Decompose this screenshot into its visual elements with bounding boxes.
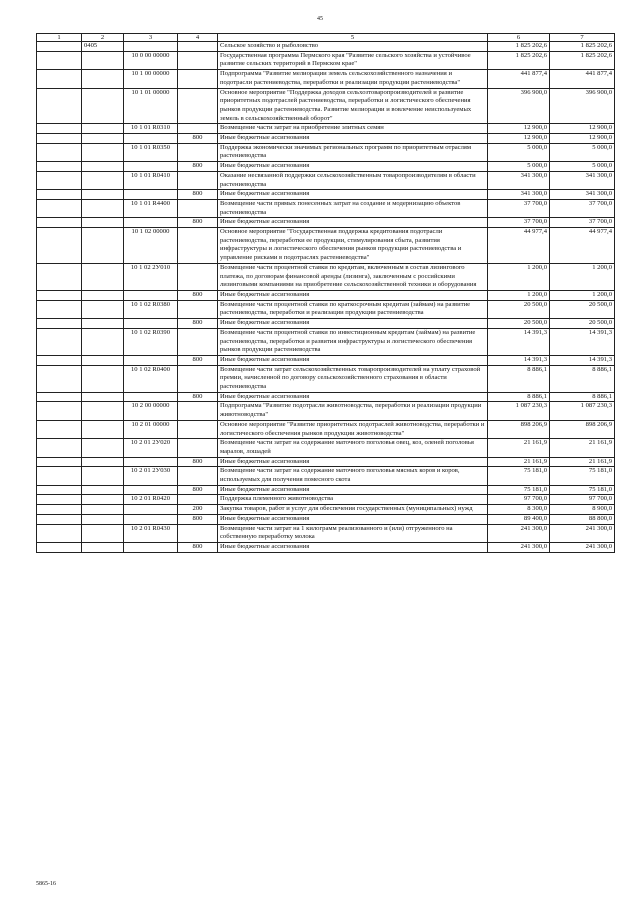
header-cell: 6 <box>488 34 550 42</box>
table-row <box>37 355 615 365</box>
section-code-cell <box>82 124 124 134</box>
table-row <box>37 365 615 392</box>
description-cell: Возмещение части процентной ставки по кредитам, включенным в состав лизингового платежа, по договорам финансовой аренды (лизинга), заключенным с российскими лизинговыми компаниями на приобретение сельскохозяйственной техники и оборудования <box>218 263 488 290</box>
expense-type-cell <box>178 263 218 290</box>
description-cell: Сельское хозяйство и рыболовство <box>218 42 488 52</box>
col1-cell <box>37 190 82 200</box>
section-code-cell <box>82 171 124 189</box>
amount-2018-cell: 241 300,0 <box>550 524 615 542</box>
amount-2018-cell: 5 000,0 <box>550 143 615 161</box>
description-cell: Возмещение части затрат на приобретение элитных семян <box>218 124 488 134</box>
section-code-cell <box>82 199 124 217</box>
table-row <box>37 420 615 438</box>
target-article-cell <box>124 485 178 495</box>
expense-type-cell <box>178 124 218 134</box>
amount-2018-cell: 1 825 202,6 <box>550 42 615 52</box>
amount-2018-cell: 241 300,0 <box>550 542 615 552</box>
section-code-cell <box>82 319 124 329</box>
target-article-cell: 10 1 02 R0380 <box>124 300 178 318</box>
target-article-cell: 10 1 00 00000 <box>124 70 178 88</box>
expense-type-cell <box>178 495 218 505</box>
amount-2017-cell: 441 877,4 <box>488 70 550 88</box>
description-cell: Иные бюджетные ассигнования <box>218 542 488 552</box>
target-article-cell <box>124 190 178 200</box>
section-code-cell <box>82 495 124 505</box>
col1-cell <box>37 290 82 300</box>
target-article-cell: 10 1 01 R0410 <box>124 171 178 189</box>
amount-2018-cell: 1 200,0 <box>550 263 615 290</box>
target-article-cell <box>124 505 178 515</box>
section-code-cell <box>82 524 124 542</box>
amount-2017-cell: 21 161,9 <box>488 457 550 467</box>
amount-2018-cell: 8 886,1 <box>550 392 615 402</box>
footer-code: 5865-16 <box>36 881 56 887</box>
amount-2017-cell: 75 181,0 <box>488 485 550 495</box>
amount-2018-cell: 341 300,0 <box>550 171 615 189</box>
amount-2018-cell: 441 877,4 <box>550 70 615 88</box>
amount-2018-cell: 12 900,0 <box>550 124 615 134</box>
expense-type-cell: 800 <box>178 290 218 300</box>
header-cell: 2 <box>82 34 124 42</box>
amount-2017-cell: 8 886,1 <box>488 392 550 402</box>
description-cell: Возмещение части процентной ставки по краткосрочным кредитам (займам) на развитие растениеводства, переработки и реализации продукции растениеводства <box>218 300 488 318</box>
table-row <box>37 199 615 217</box>
table-row <box>37 228 615 264</box>
expense-type-cell <box>178 365 218 392</box>
section-code-cell <box>82 190 124 200</box>
table-row <box>37 162 615 172</box>
amount-2018-cell: 44 977,4 <box>550 228 615 264</box>
table-row <box>37 143 615 161</box>
amount-2017-cell: 341 300,0 <box>488 190 550 200</box>
col1-cell <box>37 124 82 134</box>
table-row <box>37 70 615 88</box>
table-row <box>37 134 615 144</box>
target-article-cell: 10 1 01 R4400 <box>124 199 178 217</box>
expense-type-cell <box>178 328 218 355</box>
target-article-cell <box>124 319 178 329</box>
header-cell: 4 <box>178 34 218 42</box>
expense-type-cell: 800 <box>178 485 218 495</box>
target-article-cell <box>124 514 178 524</box>
table-row <box>37 328 615 355</box>
col1-cell <box>37 542 82 552</box>
table-row <box>37 319 615 329</box>
target-article-cell <box>124 355 178 365</box>
table-row <box>37 505 615 515</box>
expense-type-cell <box>178 420 218 438</box>
amount-2018-cell: 5 000,0 <box>550 162 615 172</box>
col1-cell <box>37 143 82 161</box>
section-code-cell <box>82 542 124 552</box>
target-article-cell <box>124 134 178 144</box>
expense-type-cell: 800 <box>178 457 218 467</box>
col1-cell <box>37 51 82 69</box>
amount-2018-cell: 341 300,0 <box>550 190 615 200</box>
description-cell: Государственная программа Пермского края "Развитие сельского хозяйства и устойчивое развитие сельских территорий в Пермском крае" <box>218 51 488 69</box>
col1-cell <box>37 42 82 52</box>
section-code-cell <box>82 51 124 69</box>
target-article-cell <box>124 42 178 52</box>
col1-cell <box>37 505 82 515</box>
expense-type-cell <box>178 300 218 318</box>
budget-table <box>36 33 615 553</box>
amount-2018-cell: 8 886,1 <box>550 365 615 392</box>
col1-cell <box>37 171 82 189</box>
target-article-cell: 10 0 00 00000 <box>124 51 178 69</box>
expense-type-cell: 800 <box>178 190 218 200</box>
section-code-cell <box>82 70 124 88</box>
col1-cell <box>37 319 82 329</box>
table-row <box>37 290 615 300</box>
section-code-cell <box>82 218 124 228</box>
section-code-cell <box>82 485 124 495</box>
amount-2018-cell: 14 391,3 <box>550 328 615 355</box>
table-row <box>37 495 615 505</box>
header-cell: 7 <box>550 34 615 42</box>
expense-type-cell <box>178 439 218 457</box>
amount-2018-cell: 8 900,0 <box>550 505 615 515</box>
header-row <box>37 34 615 42</box>
section-code-cell: 0405 <box>82 42 124 52</box>
table-row <box>37 88 615 124</box>
amount-2017-cell: 241 300,0 <box>488 542 550 552</box>
expense-type-cell: 800 <box>178 218 218 228</box>
description-cell: Иные бюджетные ассигнования <box>218 162 488 172</box>
target-article-cell <box>124 392 178 402</box>
target-article-cell: 10 1 01 00000 <box>124 88 178 124</box>
amount-2017-cell: 12 900,0 <box>488 124 550 134</box>
target-article-cell: 10 1 02 R0390 <box>124 328 178 355</box>
table-row <box>37 263 615 290</box>
col1-cell <box>37 355 82 365</box>
table-row <box>37 542 615 552</box>
col1-cell <box>37 199 82 217</box>
table-row <box>37 524 615 542</box>
amount-2017-cell: 1 825 202,6 <box>488 42 550 52</box>
section-code-cell <box>82 457 124 467</box>
target-article-cell: 10 2 00 00000 <box>124 402 178 420</box>
target-article-cell: 10 2 01 R0420 <box>124 495 178 505</box>
expense-type-cell <box>178 70 218 88</box>
table-row <box>37 124 615 134</box>
description-cell: Основное мероприятие "Развитие приоритетных подотраслей животноводства, переработки и логистического обеспечения рынков продукции животноводства" <box>218 420 488 438</box>
col1-cell <box>37 70 82 88</box>
description-cell: Иные бюджетные ассигнования <box>218 514 488 524</box>
amount-2017-cell: 396 900,0 <box>488 88 550 124</box>
amount-2017-cell: 8 886,1 <box>488 365 550 392</box>
page-number: 45 <box>317 16 323 22</box>
col1-cell <box>37 439 82 457</box>
amount-2017-cell: 5 000,0 <box>488 143 550 161</box>
amount-2018-cell: 21 161,9 <box>550 439 615 457</box>
section-code-cell <box>82 88 124 124</box>
description-cell: Возмещение части затрат сельскохозяйственных товаропроизводителей на уплату страховой премии, начисленной по договору сельскохозяйственного страхования в области растениеводства <box>218 365 488 392</box>
col1-cell <box>37 263 82 290</box>
description-cell: Возмещение части затрат на 1 килограмм реализованного и (или) отгруженного на собственную переработку молока <box>218 524 488 542</box>
section-code-cell <box>82 420 124 438</box>
description-cell: Иные бюджетные ассигнования <box>218 392 488 402</box>
section-code-cell <box>82 392 124 402</box>
description-cell: Оказание несвязанной поддержки сельскохозяйственным товаропроизводителям в области растениеводства <box>218 171 488 189</box>
amount-2017-cell: 44 977,4 <box>488 228 550 264</box>
section-code-cell <box>82 402 124 420</box>
col1-cell <box>37 457 82 467</box>
table-row <box>37 51 615 69</box>
amount-2017-cell: 8 300,0 <box>488 505 550 515</box>
target-article-cell <box>124 542 178 552</box>
amount-2018-cell: 20 500,0 <box>550 300 615 318</box>
amount-2017-cell: 20 500,0 <box>488 319 550 329</box>
expense-type-cell <box>178 143 218 161</box>
col1-cell <box>37 134 82 144</box>
target-article-cell <box>124 290 178 300</box>
amount-2018-cell: 12 900,0 <box>550 134 615 144</box>
section-code-cell <box>82 365 124 392</box>
amount-2017-cell: 75 181,0 <box>488 467 550 485</box>
col1-cell <box>37 88 82 124</box>
amount-2018-cell: 88 800,0 <box>550 514 615 524</box>
header-cell: 5 <box>218 34 488 42</box>
amount-2017-cell: 1 200,0 <box>488 290 550 300</box>
header-cell: 1 <box>37 34 82 42</box>
section-code-cell <box>82 355 124 365</box>
section-code-cell <box>82 505 124 515</box>
section-code-cell <box>82 439 124 457</box>
description-cell: Закупка товаров, работ и услуг для обеспечения государственных (муниципальных) нужд <box>218 505 488 515</box>
expense-type-cell <box>178 199 218 217</box>
section-code-cell <box>82 143 124 161</box>
target-article-cell <box>124 457 178 467</box>
description-cell: Возмещение части прямых понесенных затрат на создание и модернизацию объектов растениеводства <box>218 199 488 217</box>
expense-type-cell <box>178 88 218 124</box>
table-row <box>37 190 615 200</box>
col1-cell <box>37 495 82 505</box>
table-row <box>37 392 615 402</box>
table-row <box>37 171 615 189</box>
target-article-cell: 10 1 02 R0400 <box>124 365 178 392</box>
table-row <box>37 514 615 524</box>
description-cell: Подпрограмма "Развитие мелиорации земель сельскохозяйственного назначения и подотрасли растениеводства, переработки и реализации продукции растениеводства" <box>218 70 488 88</box>
col1-cell <box>37 467 82 485</box>
expense-type-cell: 800 <box>178 319 218 329</box>
amount-2017-cell: 14 391,3 <box>488 355 550 365</box>
col1-cell <box>37 228 82 264</box>
expense-type-cell <box>178 228 218 264</box>
description-cell: Поддержка племенного животноводства <box>218 495 488 505</box>
section-code-cell <box>82 290 124 300</box>
description-cell: Иные бюджетные ассигнования <box>218 190 488 200</box>
table-row <box>37 300 615 318</box>
amount-2018-cell: 396 900,0 <box>550 88 615 124</box>
amount-2017-cell: 14 391,3 <box>488 328 550 355</box>
description-cell: Поддержка экономически значимых региональных программ по приоритетным отраслям растениеводства <box>218 143 488 161</box>
expense-type-cell: 200 <box>178 505 218 515</box>
col1-cell <box>37 300 82 318</box>
table-row <box>37 439 615 457</box>
description-cell: Основное мероприятие "Государственная поддержка кредитования подотрасли растениеводства, переработки ее продукции, стимулирования сбыта, развития инфраструктуры и логистического обеспечения рынков продукции растениеводства и управление рисками в подотраслях растениеводства" <box>218 228 488 264</box>
amount-2017-cell: 1 200,0 <box>488 263 550 290</box>
section-code-cell <box>82 300 124 318</box>
amount-2017-cell: 12 900,0 <box>488 134 550 144</box>
expense-type-cell: 800 <box>178 542 218 552</box>
section-code-cell <box>82 328 124 355</box>
col1-cell <box>37 514 82 524</box>
expense-type-cell <box>178 467 218 485</box>
amount-2018-cell: 898 206,9 <box>550 420 615 438</box>
amount-2017-cell: 89 400,0 <box>488 514 550 524</box>
target-article-cell: 10 1 01 R0310 <box>124 124 178 134</box>
amount-2018-cell: 14 391,3 <box>550 355 615 365</box>
amount-2017-cell: 1 825 202,6 <box>488 51 550 69</box>
table-row <box>37 402 615 420</box>
description-cell: Иные бюджетные ассигнования <box>218 355 488 365</box>
section-code-cell <box>82 134 124 144</box>
amount-2017-cell: 37 700,0 <box>488 199 550 217</box>
description-cell: Иные бюджетные ассигнования <box>218 134 488 144</box>
target-article-cell: 10 2 01 2У020 <box>124 439 178 457</box>
expense-type-cell <box>178 51 218 69</box>
description-cell: Возмещение части процентной ставки по инвестиционным кредитам (займам) на развитие растениеводства, переработки и развития инфраструктуры и логистического обеспечения рынков продукции растениеводства <box>218 328 488 355</box>
target-article-cell: 10 2 01 00000 <box>124 420 178 438</box>
expense-type-cell <box>178 171 218 189</box>
col1-cell <box>37 524 82 542</box>
target-article-cell: 10 1 02 2У010 <box>124 263 178 290</box>
col1-cell <box>37 365 82 392</box>
table-row <box>37 42 615 52</box>
amount-2017-cell: 341 300,0 <box>488 171 550 189</box>
col1-cell <box>37 218 82 228</box>
col1-cell <box>37 162 82 172</box>
section-code-cell <box>82 467 124 485</box>
expense-type-cell <box>178 402 218 420</box>
amount-2017-cell: 97 700,0 <box>488 495 550 505</box>
description-cell: Иные бюджетные ассигнования <box>218 218 488 228</box>
table-row <box>37 457 615 467</box>
expense-type-cell: 800 <box>178 392 218 402</box>
amount-2018-cell: 1 200,0 <box>550 290 615 300</box>
expense-type-cell: 800 <box>178 134 218 144</box>
target-article-cell <box>124 218 178 228</box>
section-code-cell <box>82 162 124 172</box>
description-cell: Иные бюджетные ассигнования <box>218 457 488 467</box>
amount-2018-cell: 75 181,0 <box>550 485 615 495</box>
section-code-cell <box>82 263 124 290</box>
description-cell: Основное мероприятие "Поддержка доходов сельхозтоваропроизводителей и развитие приоритетных подотраслей растениеводства, переработки и логистического обеспечения рынков продукции растениеводства. Развитие мелиорации и вовлечение неиспользуемых земель в сельскохозяйственный оборот" <box>218 88 488 124</box>
amount-2018-cell: 21 161,9 <box>550 457 615 467</box>
expense-type-cell: 800 <box>178 514 218 524</box>
target-article-cell: 10 2 01 2У030 <box>124 467 178 485</box>
amount-2017-cell: 5 000,0 <box>488 162 550 172</box>
description-cell: Иные бюджетные ассигнования <box>218 485 488 495</box>
table-row <box>37 467 615 485</box>
col1-cell <box>37 328 82 355</box>
description-cell: Иные бюджетные ассигнования <box>218 290 488 300</box>
amount-2017-cell: 1 087 230,3 <box>488 402 550 420</box>
amount-2018-cell: 1 825 202,6 <box>550 51 615 69</box>
description-cell: Иные бюджетные ассигнования <box>218 319 488 329</box>
header-cell: 3 <box>124 34 178 42</box>
col1-cell <box>37 392 82 402</box>
amount-2018-cell: 37 700,0 <box>550 199 615 217</box>
target-article-cell: 10 2 01 R0430 <box>124 524 178 542</box>
amount-2017-cell: 20 500,0 <box>488 300 550 318</box>
target-article-cell: 10 1 02 00000 <box>124 228 178 264</box>
amount-2018-cell: 97 700,0 <box>550 495 615 505</box>
description-cell: Подпрограмма "Развитие подотрасли животноводства, переработки и реализации продукции животноводства" <box>218 402 488 420</box>
amount-2017-cell: 241 300,0 <box>488 524 550 542</box>
amount-2017-cell: 37 700,0 <box>488 218 550 228</box>
expense-type-cell: 800 <box>178 355 218 365</box>
expense-type-cell: 800 <box>178 162 218 172</box>
expense-type-cell <box>178 524 218 542</box>
col1-cell <box>37 485 82 495</box>
amount-2017-cell: 21 161,9 <box>488 439 550 457</box>
amount-2018-cell: 37 700,0 <box>550 218 615 228</box>
expense-type-cell <box>178 42 218 52</box>
amount-2018-cell: 20 500,0 <box>550 319 615 329</box>
section-code-cell <box>82 228 124 264</box>
table-row <box>37 218 615 228</box>
amount-2017-cell: 898 206,9 <box>488 420 550 438</box>
section-code-cell <box>82 514 124 524</box>
table-row <box>37 485 615 495</box>
amount-2018-cell: 75 181,0 <box>550 467 615 485</box>
col1-cell <box>37 402 82 420</box>
description-cell: Возмещение части затрат на содержание маточного поголовья овец, коз, оленей поголовья маралов, лошадей <box>218 439 488 457</box>
target-article-cell <box>124 162 178 172</box>
col1-cell <box>37 420 82 438</box>
description-cell: Возмещение части затрат на содержание маточного поголовья мясных коров и коров, используемых для получения помесного скота <box>218 467 488 485</box>
amount-2018-cell: 1 087 230,3 <box>550 402 615 420</box>
target-article-cell: 10 1 01 R0350 <box>124 143 178 161</box>
